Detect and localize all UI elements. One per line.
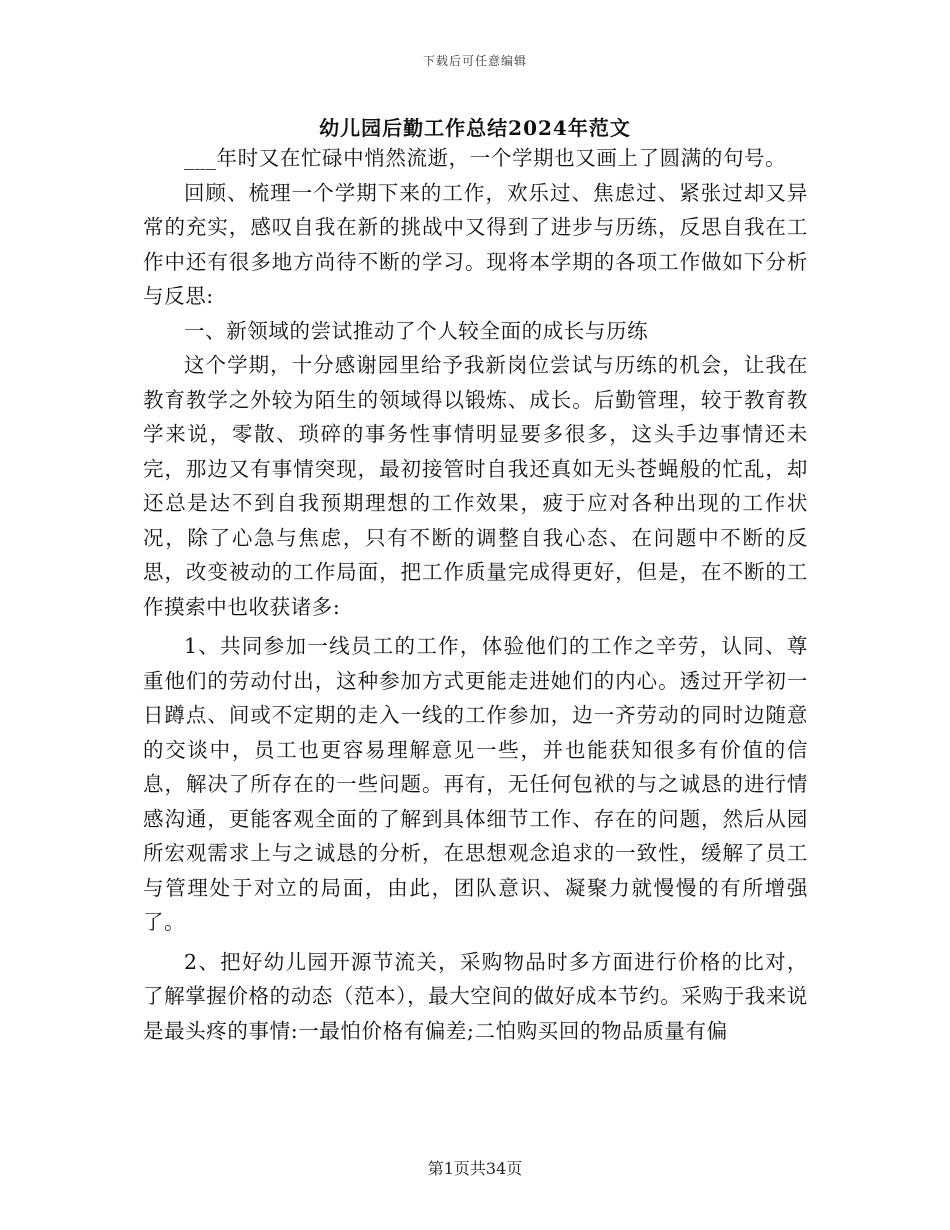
page-number: 第1页共34页	[427, 1159, 523, 1178]
section-heading-1: 一、新领域的尝试推动了个人较全面的成长与历练	[184, 318, 649, 343]
paragraph-intro: ___年时又在忙碌中悄然流逝，一个学期也又画上了圆满的句号。	[184, 146, 787, 170]
document-title: 幼儿园后勤工作总结2024年范文	[319, 116, 631, 140]
page-header-note: 下载后可任意编辑	[422, 54, 527, 68]
paragraph-new-role: 这个学期，十分感谢园里给予我新岗位尝试与历练的机会，让我在教育教学之外较为陌生的领域得以锻炼、成长。后勤管理，较于教育教学来说，零散、琐碎的事务性事情明显要多很多，这头手边事情还未完，那边又有事情突现，最初接管时自我还真如无头苍蝇般的忙乱，却还总是达不到自我预期理想的工作效果，疲于应对各种出现的工作状况，除了心急与焦虑，只有不断的调整自我心态、在问题中不断的反思，改变被动的工作局面，把工作质量完成得更好，但是，在不断的工作摸索中也收获诸多:	[143, 353, 808, 619]
paragraph-item-1: 1、共同参加一线员工的工作，体验他们的工作之辛劳，认同、尊重他们的劳动付出，这种参加方式更能走进她们的内心。透过开学初一日蹲点、间或不定期的走入一线的工作参加，边一齐劳动的同时边随意的交谈中，员工也更容易理解意见一些，并也能获知很多有价值的信息，解决了所存在的一些问题。再有，无任何包袱的与之诚恳的进行情感沟通，更能客观全面的了解到具体细节工作、存在的问题，然后从园所宏观需求上与之诚恳的分析，在思想观念追求的一致性，缓解了员工与管理处于对立的局面，由此，团队意识、凝聚力就慢慢的有所增强了。	[143, 634, 808, 934]
paragraph-item-2: 2、把好幼儿园开源节流关，采购物品时多方面进行价格的比对，了解掌握价格的动态（范本），最大空间的做好成本节约。采购于我来说是最头疼的事情:一最怕价格有偏差;二怕购买回的物品质量有偏	[143, 949, 808, 1043]
document-body	[143, 141, 808, 1048]
paragraph-review: 回顾、梳理一个学期下来的工作，欢乐过、焦虑过、紧张过却又异常的充实，感叹自我在新的挑战中又得到了进步与历练，反思自我在工作中还有很多地方尚待不断的学习。现将本学期的各项工作做如下分析与反思:	[143, 180, 808, 308]
